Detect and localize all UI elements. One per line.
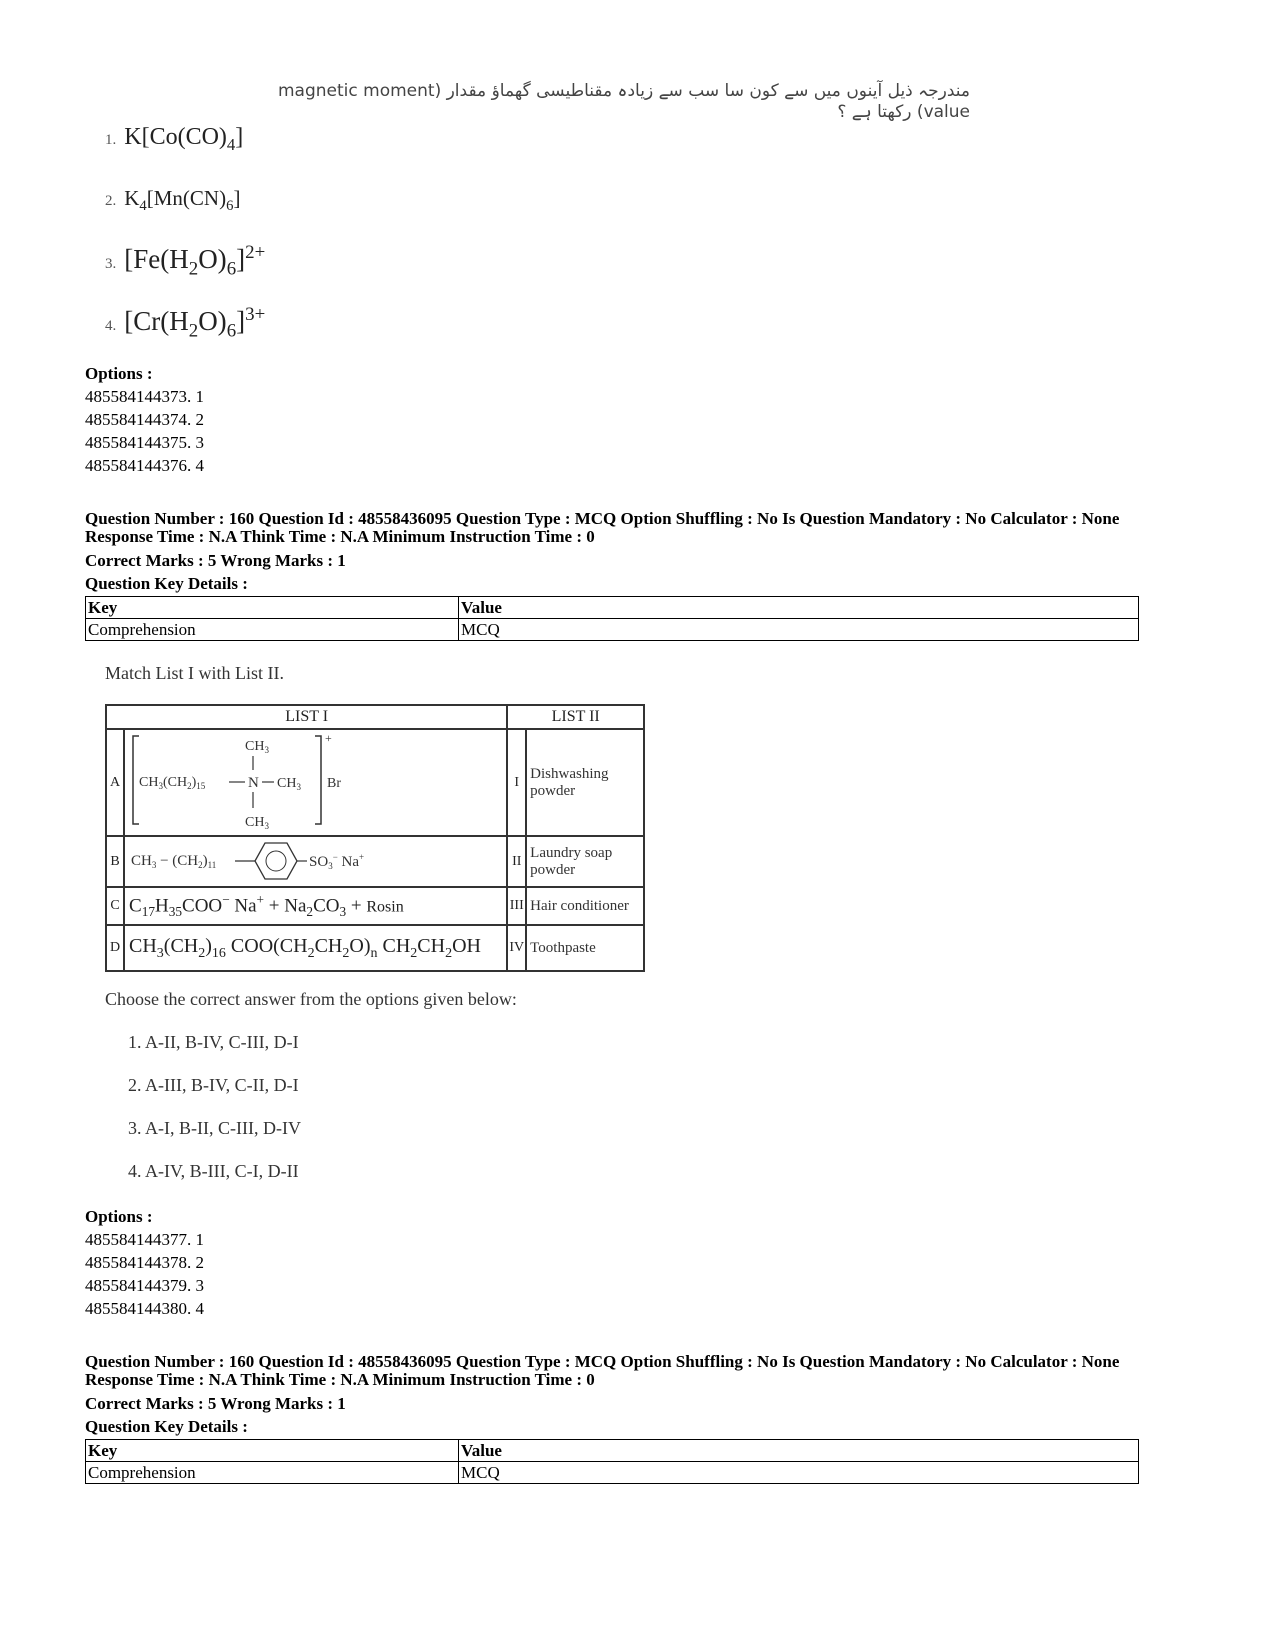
table-row bbox=[106, 729, 644, 836]
svg-text:N: N bbox=[248, 775, 259, 791]
value-cell: MCQ bbox=[459, 619, 1139, 641]
svg-text:Br: Br bbox=[327, 776, 341, 791]
key-table bbox=[85, 1439, 1139, 1484]
svg-text:SO3− Na+: $SO_3^-$ Na+ bbox=[309, 852, 365, 871]
table-row bbox=[86, 1462, 1139, 1484]
table-row bbox=[106, 925, 644, 971]
option-2: 485584144374. 2 bbox=[85, 410, 204, 429]
match-choice-1: 1. A-II, B-IV, C-III, D-I bbox=[128, 1032, 299, 1052]
option-4: 485584144380. 4 bbox=[85, 1299, 204, 1318]
question-header: Question Number : 160 Question Id : 48558436095 Question Type : MCQ Option Shuffling : No Is Question Mandatory : No Calculator : None bbox=[85, 509, 1120, 528]
svg-text:CH3 − (CH2)11: $CH_3 - (CH_2)_{11}$ bbox=[131, 853, 217, 870]
question-prompt-urdu: مندرجہ ذیل آینوں میں سے کون سا سب سے زیادہ مقناطیسی گھماؤ مقدار (magnetic moment value) رکھتا ہے ؟ bbox=[278, 81, 970, 122]
value-header: Value bbox=[459, 1440, 1139, 1462]
choice-number: 3. bbox=[105, 256, 117, 272]
question-header: Question Number : 160 Question Id : 48558436095 Question Type : MCQ Option Shuffling : No Is Question Mandatory : No Calculator : None bbox=[85, 1352, 1120, 1371]
list2-item: Dishwashing powder bbox=[526, 729, 644, 836]
choice-4 bbox=[105, 304, 265, 342]
table-row bbox=[106, 836, 644, 887]
key-header: Key bbox=[86, 1440, 459, 1462]
list1-structure-a bbox=[124, 729, 507, 836]
row-roman: IV bbox=[507, 925, 526, 971]
formula: $[Fe(H_2O)_6]^{2+}$ bbox=[124, 242, 266, 280]
formula: $K[Co(CO)_4]$ bbox=[124, 124, 244, 154]
row-roman: I bbox=[507, 729, 526, 836]
choice-number: 2. bbox=[105, 193, 117, 209]
benzenesulfonate-structure bbox=[129, 837, 501, 881]
choice-number: 4. bbox=[105, 318, 117, 334]
option-3: 485584144379. 3 bbox=[85, 1276, 204, 1295]
row-label: A bbox=[106, 729, 124, 836]
svg-text:CH3: $CH_3$ bbox=[245, 815, 269, 830]
value-header: Value bbox=[459, 597, 1139, 619]
match-choice-3: 3. A-I, B-II, C-III, D-IV bbox=[128, 1118, 301, 1138]
svg-text:CH3: $CH_3$ bbox=[277, 776, 301, 792]
key-header: Key bbox=[86, 597, 459, 619]
options-label: Options : bbox=[85, 364, 153, 383]
choice-1 bbox=[105, 124, 243, 155]
question-marks: Correct Marks : 5 Wrong Marks : 1 bbox=[85, 551, 346, 570]
match-title: Match List I with List II. bbox=[105, 663, 284, 683]
choice-number: 1. bbox=[105, 132, 117, 148]
option-4: 485584144376. 4 bbox=[85, 456, 204, 475]
key-table-header bbox=[86, 597, 1139, 619]
list1-header: LIST I bbox=[106, 705, 507, 729]
option-2: 485584144378. 2 bbox=[85, 1253, 204, 1272]
value-cell: MCQ bbox=[459, 1462, 1139, 1484]
row-label: B bbox=[106, 836, 124, 887]
svg-text:CH3: $CH_3$ bbox=[245, 739, 269, 755]
option-1: 485584144377. 1 bbox=[85, 1230, 204, 1249]
key-cell: Comprehension bbox=[86, 1462, 459, 1484]
table-row bbox=[86, 619, 1139, 641]
quaternary-ammonium-structure bbox=[129, 730, 501, 830]
svg-text:CH3(CH2)15: $CH_3(CH_2)_{15}$ bbox=[139, 775, 206, 791]
row-label: C bbox=[106, 887, 124, 925]
key-details-label: Question Key Details : bbox=[85, 574, 248, 593]
list1-structure-c: $C_{17}H_{35}COO^-$ $Na^+ + Na_2CO_3 + Rosin$ bbox=[124, 887, 507, 925]
match-choice-4: 4. A-IV, B-III, C-I, D-II bbox=[128, 1161, 299, 1181]
list1-structure-b bbox=[124, 836, 507, 887]
choice-2 bbox=[105, 186, 240, 215]
key-table-header bbox=[86, 1440, 1139, 1462]
key-table bbox=[85, 596, 1139, 641]
row-roman: II bbox=[507, 836, 526, 887]
list1-structure-d: $CH_3(CH_2)_{16}$ $COO(CH_2CH_2O)_n$ $CH_2CH_2OH$ bbox=[124, 925, 507, 971]
option-3: 485584144375. 3 bbox=[85, 433, 204, 452]
match-table bbox=[105, 704, 645, 972]
choice-3 bbox=[105, 242, 265, 280]
table-row bbox=[106, 887, 644, 925]
option-1: 485584144373. 1 bbox=[85, 387, 204, 406]
options-label: Options : bbox=[85, 1207, 153, 1226]
list2-header: LIST II bbox=[507, 705, 644, 729]
key-details-label: Question Key Details : bbox=[85, 1417, 248, 1436]
question-marks: Correct Marks : 5 Wrong Marks : 1 bbox=[85, 1394, 346, 1413]
formula: $K_4[Mn(CN)_6]$ bbox=[124, 186, 241, 215]
question-timing: Response Time : N.A Think Time : N.A Minimum Instruction Time : 0 bbox=[85, 1370, 595, 1389]
match-choice-2: 2. A-III, B-IV, C-II, D-I bbox=[128, 1075, 299, 1095]
question-timing: Response Time : N.A Think Time : N.A Minimum Instruction Time : 0 bbox=[85, 527, 595, 546]
list2-item: Toothpaste bbox=[526, 925, 644, 971]
choose-instruction: Choose the correct answer from the options given below: bbox=[105, 989, 517, 1009]
list2-item: Laundry soap powder bbox=[526, 836, 644, 887]
row-roman: III bbox=[507, 887, 526, 925]
formula: $[Cr(H_2O)_6]^{3+}$ bbox=[124, 304, 266, 342]
row-label: D bbox=[106, 925, 124, 971]
key-cell: Comprehension bbox=[86, 619, 459, 641]
list2-item: Hair conditioner bbox=[526, 887, 644, 925]
svg-text:+: + bbox=[325, 731, 332, 745]
